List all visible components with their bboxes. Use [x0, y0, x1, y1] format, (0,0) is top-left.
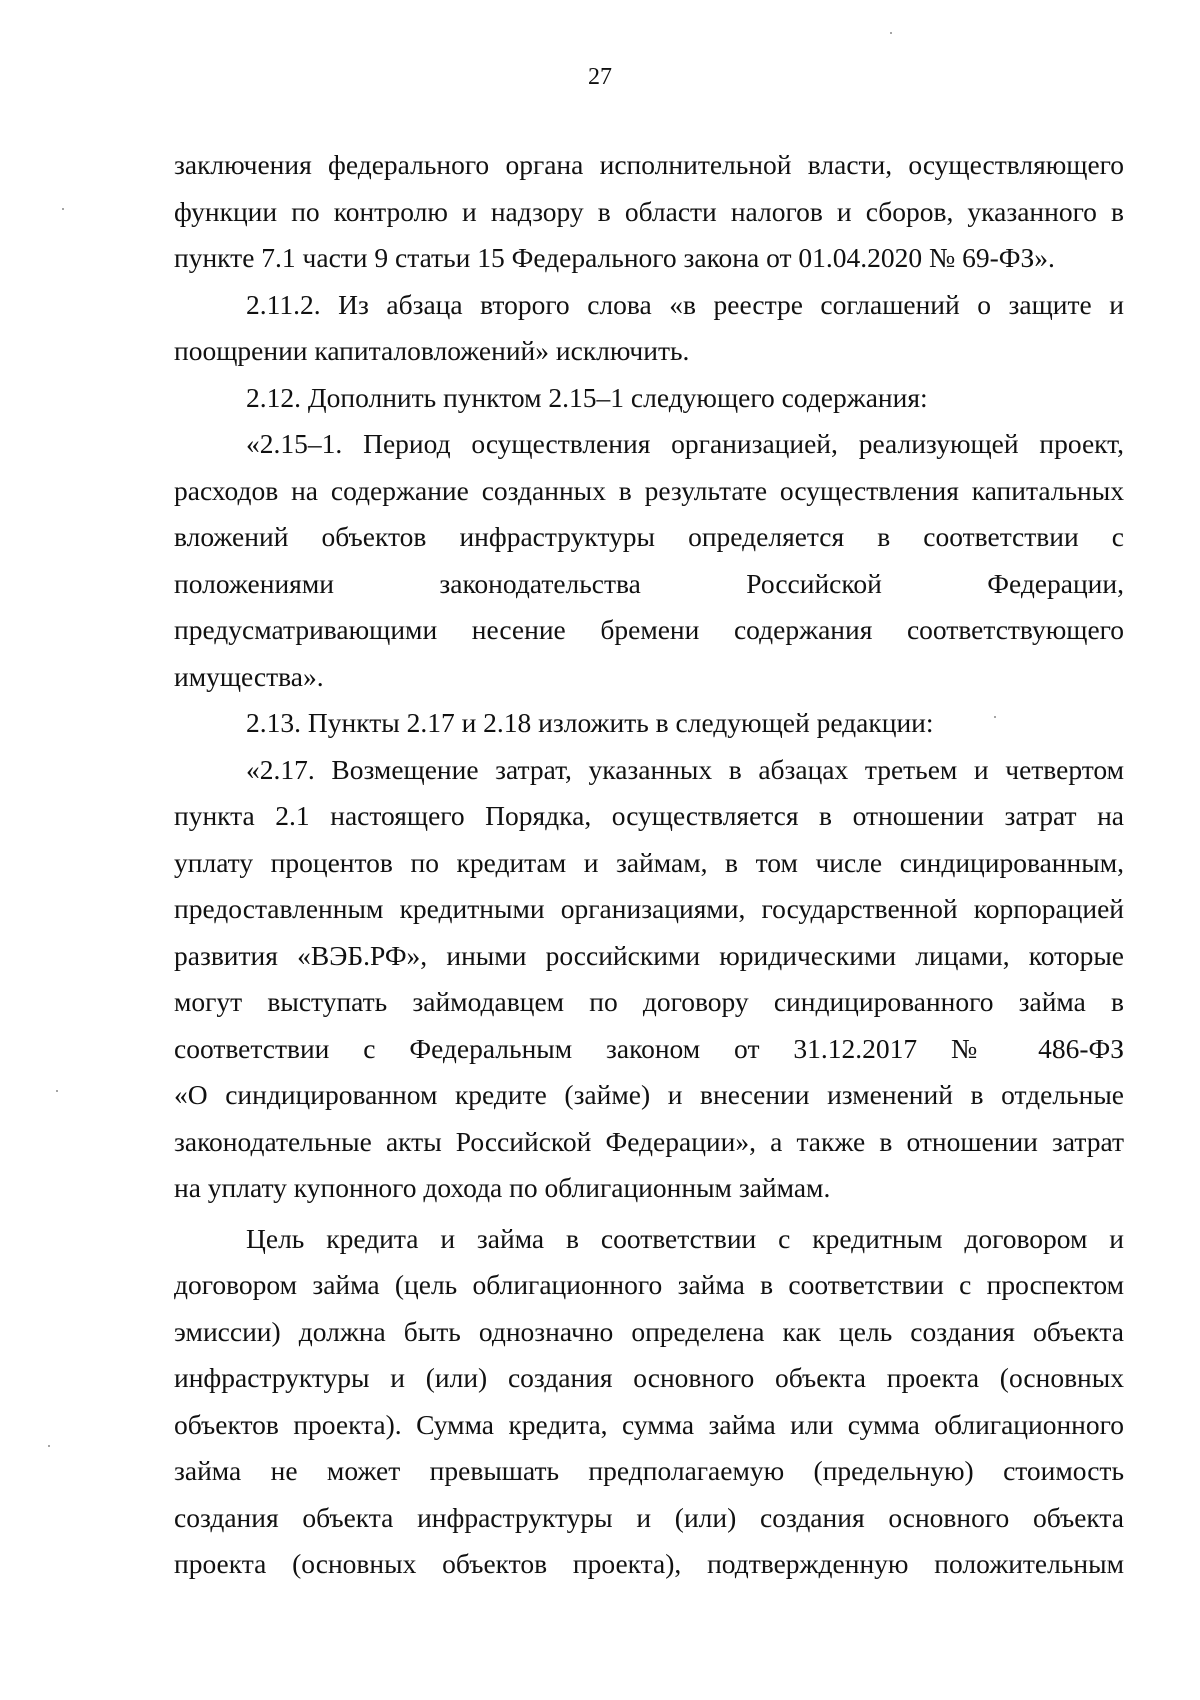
text-line: 2.12. Дополнить пунктом 2.15–1 следующего содержания: [246, 381, 928, 413]
scan-speck [994, 716, 996, 718]
text-line: функции по контролю и надзору в области налогов и сборов, указанного в [174, 195, 1124, 227]
text-line: предоставленным кредитными организациями, государственной корпорацией [174, 893, 1124, 924]
text-line: законодательные акты Российской Федерации», а также в отношении затрат [174, 1125, 1124, 1157]
paragraph-2-13 [174, 700, 1124, 747]
text-line: заключения федерального органа исполнительной власти, осуществляющего [174, 149, 1124, 180]
paragraph-2-17 [174, 747, 1124, 1212]
text-line: эмиссии) должна быть однозначно определена как цель создания объекта [174, 1315, 1124, 1347]
text-line: могут выступать займодавцем по договору синдицированного займа в [174, 986, 1124, 1017]
text-line: пункте 7.1 части 9 статьи 15 Федерального закона от 01.04.2020 № 69-ФЗ». [174, 242, 1055, 273]
text-line: создания объекта инфраструктуры и (или) создания основного объекта [174, 1501, 1124, 1533]
paragraph-loan-purpose [174, 1216, 1124, 1588]
text-line: расходов на содержание созданных в результате осуществления капитальных [174, 474, 1124, 506]
text-line: 2.13. Пункты 2.17 и 2.18 изложить в следующей редакции: [246, 707, 934, 738]
paragraph-2-15-1 [174, 421, 1124, 700]
text-line: объектов проекта). Сумма кредита, сумма займа или сумма облигационного [174, 1408, 1124, 1440]
text-line: «2.17. Возмещение затрат, указанных в абзацах третьем и четвертом [246, 753, 1124, 785]
scan-speck [890, 32, 892, 34]
text-line: займа не может превышать предполагаемую (предельную) стоимость [174, 1455, 1124, 1486]
text-line: пункта 2.1 настоящего Порядка, осуществляется в отношении затрат на [174, 800, 1124, 831]
text-line: вложений объектов инфраструктуры определяется в соответствии с [174, 521, 1124, 552]
text-line: положениями законодательства Российской Федерации, [174, 567, 1124, 599]
text-line: соответствии с Федеральным законом от 31.12.2017 № 486-ФЗ [174, 1032, 1124, 1064]
text-line: договором займа (цель облигационного займа в соответствии с проспектом [174, 1269, 1124, 1300]
scan-speck [62, 208, 64, 210]
scan-speck [56, 1090, 58, 1092]
document-body [174, 142, 1124, 1588]
scan-speck [48, 1445, 50, 1447]
text-line: развития «ВЭБ.РФ», иными российскими юридическими лицами, которые [174, 939, 1124, 971]
text-line: уплату процентов по кредитам и займам, в том числе синдицированным, [174, 846, 1124, 878]
text-line: «2.15–1. Период осуществления организацией, реализующей проект, [246, 428, 1124, 459]
text-line: имущества». [174, 660, 324, 692]
page-number: 27 [588, 64, 612, 90]
text-line: Цель кредита и займа в соответствии с кредитным договором и [246, 1222, 1124, 1254]
paragraph-continuation [174, 142, 1124, 282]
text-line: 2.11.2. Из абзаца второго слова «в реестре соглашений о защите и [246, 288, 1124, 320]
text-line: «О синдицированном кредите (займе) и внесении изменений в отдельные [174, 1079, 1124, 1110]
text-line: инфраструктуры и (или) создания основного объекта проекта (основных [174, 1362, 1124, 1393]
text-line: предусматривающими несение бремени содержания соответствующего [174, 614, 1124, 645]
paragraph-2-12 [174, 375, 1124, 422]
text-line: на уплату купонного дохода по облигационным займам. [174, 1172, 831, 1203]
text-line: поощрении капиталовложений» исключить. [174, 335, 690, 366]
paragraph-2-11-2 [174, 282, 1124, 375]
text-line: проекта (основных объектов проекта), подтвержденную положительным [174, 1548, 1124, 1579]
